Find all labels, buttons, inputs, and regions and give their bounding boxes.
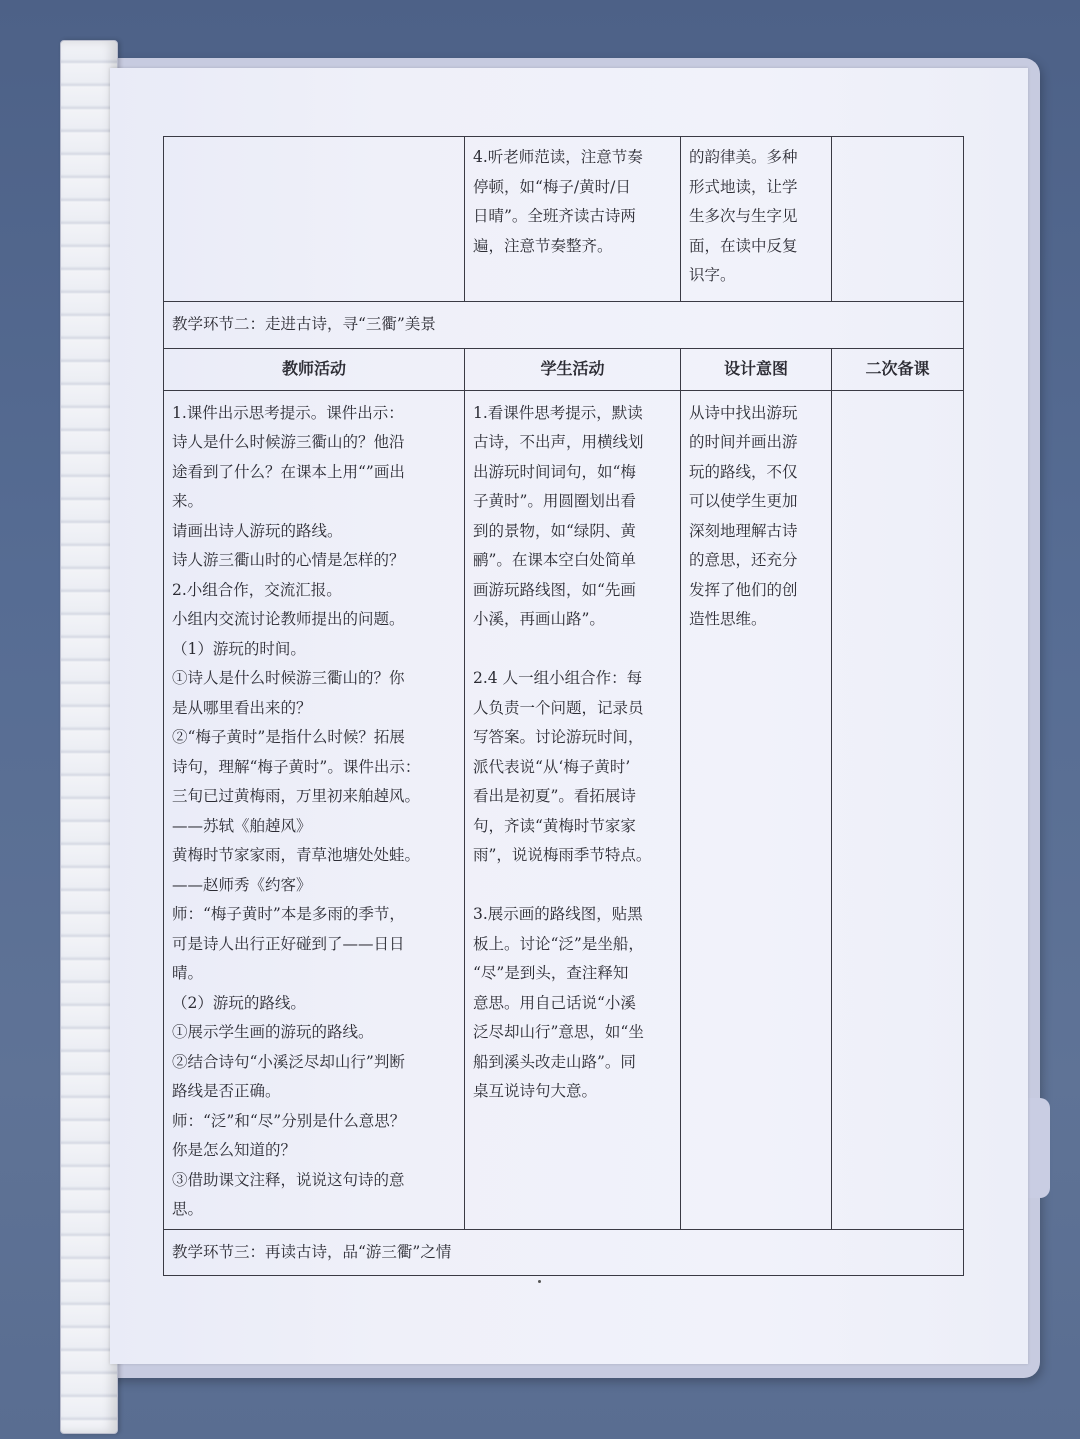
text-line: 生多次与生字见 bbox=[689, 207, 798, 225]
text-line: 1.看课件思考提示，默读 bbox=[473, 403, 643, 422]
text-line: 到的景物，如“绿阴、黄 bbox=[473, 521, 636, 540]
text-line: 画游玩路线图，如“先画 bbox=[473, 580, 636, 599]
text-line: 小组内交流讨论教师提出的问题。 bbox=[172, 610, 405, 628]
text-line: 玩的路线，不仅 bbox=[689, 462, 798, 481]
blank-line bbox=[473, 871, 672, 901]
text-line: 板上。讨论“泛”是坐船， bbox=[473, 934, 644, 953]
second-prep-cell bbox=[832, 390, 964, 1229]
header-row bbox=[164, 348, 964, 390]
section-heading: 教学环节二：走进古诗，寻“三衢”美景 bbox=[164, 302, 964, 349]
text-line: 你是怎么知道的？ bbox=[172, 1141, 297, 1159]
paper-speck bbox=[538, 1280, 541, 1283]
text-line: 晴。 bbox=[172, 964, 204, 982]
text-line: 日晴”。全班齐读古诗两 bbox=[473, 207, 636, 225]
blank-line bbox=[473, 635, 672, 665]
second-prep-cell bbox=[832, 137, 964, 302]
text-line: 来。 bbox=[172, 492, 204, 510]
section-heading-row bbox=[164, 302, 964, 349]
text-line: 从诗中找出游玩 bbox=[689, 403, 798, 422]
text-line: ②结合诗句“小溪泛尽却山行”判断 bbox=[172, 1052, 405, 1071]
text-line: 识字。 bbox=[689, 266, 736, 284]
section-heading: 教学环节三：再读古诗，品“游三衢”之情 bbox=[164, 1229, 964, 1276]
text-line: 请画出诗人游玩的路线。 bbox=[172, 521, 343, 540]
text-line: 泛尽却山行”意思，如“坐 bbox=[473, 1023, 644, 1041]
text-line: 面，在读中反复 bbox=[689, 236, 798, 255]
text-line: 黄梅时节家家雨，青草池塘处处蛙。 bbox=[172, 846, 421, 864]
text-line: 4.听老师范读，注意节奏 bbox=[473, 148, 643, 166]
table-row bbox=[164, 137, 964, 302]
text-line: 雨”，说说梅雨季节特点。 bbox=[473, 846, 652, 864]
text-line: “尽”是到头，查注释知 bbox=[473, 964, 629, 982]
text-line: ③借助课文注释，说说这句诗的意 bbox=[172, 1170, 405, 1189]
text-line: 的时间并画出游 bbox=[689, 433, 798, 451]
text-line: ①展示学生画的游玩的路线。 bbox=[172, 1023, 374, 1041]
folder-tab bbox=[1028, 1098, 1050, 1198]
table-row bbox=[164, 390, 964, 1229]
text-line: 可是诗人出行正好碰到了——日日 bbox=[172, 934, 405, 953]
text-line: 遍，注意节奏整齐。 bbox=[473, 236, 613, 255]
text-line: 形式地读，让学 bbox=[689, 177, 798, 196]
text-line: 鹂”。在课本空白处简单 bbox=[473, 551, 636, 569]
text-line: 造性思维。 bbox=[689, 610, 767, 628]
lesson-plan-table bbox=[163, 136, 964, 1276]
text-line: 桌互说诗句大意。 bbox=[473, 1082, 598, 1100]
text-line: （1）游玩的时间。 bbox=[172, 639, 306, 658]
text-line: 途看到了什么？在课本上用“”画出 bbox=[172, 462, 405, 481]
text-line: 师：“泛”和“尽”分别是什么意思？ bbox=[172, 1111, 406, 1130]
text-line: 1.课件出示思考提示。课件出示： bbox=[172, 403, 404, 422]
student-activity-cell bbox=[465, 137, 681, 302]
header-second-prep: 二次备课 bbox=[832, 348, 964, 390]
text-line: 深刻地理解古诗 bbox=[689, 521, 798, 540]
text-line: 的韵律美。多种 bbox=[689, 148, 798, 166]
text-line: 人负责一个问题，记录员 bbox=[473, 698, 644, 717]
header-teacher-activity: 教师活动 bbox=[164, 348, 465, 390]
text-line: ——苏轼《舶趠风》 bbox=[172, 816, 312, 835]
text-line: 船到溪头改走山路”。同 bbox=[473, 1052, 636, 1071]
text-line: 子黄时”。用圆圈划出看 bbox=[473, 492, 636, 510]
text-line: 诗人游三衢山时的心情是怎样的？ bbox=[172, 551, 405, 569]
text-line: （2）游玩的路线。 bbox=[172, 993, 306, 1012]
student-activity-cell bbox=[465, 390, 681, 1229]
text-line: 小溪，再画山路”。 bbox=[473, 610, 605, 628]
text-line: 可以使学生更加 bbox=[689, 492, 798, 510]
text-line: 三旬已过黄梅雨，万里初来舶趠风。 bbox=[172, 787, 421, 805]
text-line: 诗人是什么时候游三衢山的？他沿 bbox=[172, 433, 405, 451]
text-line: ②“梅子黄时”是指什么时候？拓展 bbox=[172, 728, 405, 746]
header-student-activity: 学生活动 bbox=[465, 348, 681, 390]
design-intent-cell bbox=[681, 390, 832, 1229]
text-line: 思。 bbox=[172, 1200, 204, 1218]
text-line: 2.小组合作，交流汇报。 bbox=[172, 580, 342, 599]
text-line: 的意思，还充分 bbox=[689, 551, 798, 569]
text-line: 3.展示画的路线图，贴黑 bbox=[473, 905, 643, 923]
text-line: 2.4 人一组小组合作：每 bbox=[473, 669, 643, 687]
teacher-activity-cell bbox=[164, 390, 465, 1229]
text-line: ①诗人是什么时候游三衢山的？你 bbox=[172, 669, 405, 687]
text-line: 是从哪里看出来的？ bbox=[172, 698, 312, 717]
text-line: 出游玩时间词句，如“梅 bbox=[473, 462, 636, 481]
text-line: 路线是否正确。 bbox=[172, 1082, 281, 1100]
text-line: 古诗，不出声，用横线划 bbox=[473, 433, 644, 451]
text-line: ——赵师秀《约客》 bbox=[172, 875, 312, 894]
header-design-intent: 设计意图 bbox=[681, 348, 832, 390]
text-line: 师：“梅子黄时”本是多雨的季节， bbox=[172, 905, 405, 923]
text-line: 发挥了他们的创 bbox=[689, 580, 798, 599]
text-line: 诗句，理解“梅子黄时”。课件出示： bbox=[172, 757, 421, 776]
text-line: 停顿，如“梅子/黄时/日 bbox=[473, 177, 631, 196]
section-heading-row bbox=[164, 1229, 964, 1276]
design-intent-cell bbox=[681, 137, 832, 302]
text-line: 写答案。讨论游玩时间， bbox=[473, 728, 644, 746]
teacher-activity-cell bbox=[164, 137, 465, 302]
text-line: 意思。用自己话说“小溪 bbox=[473, 993, 636, 1012]
text-line: 看出是初夏”。看拓展诗 bbox=[473, 787, 636, 805]
text-line: 派代表说“从‘梅子黄时’ bbox=[473, 757, 631, 776]
text-line: 句，齐读“黄梅时节家家 bbox=[473, 816, 636, 835]
